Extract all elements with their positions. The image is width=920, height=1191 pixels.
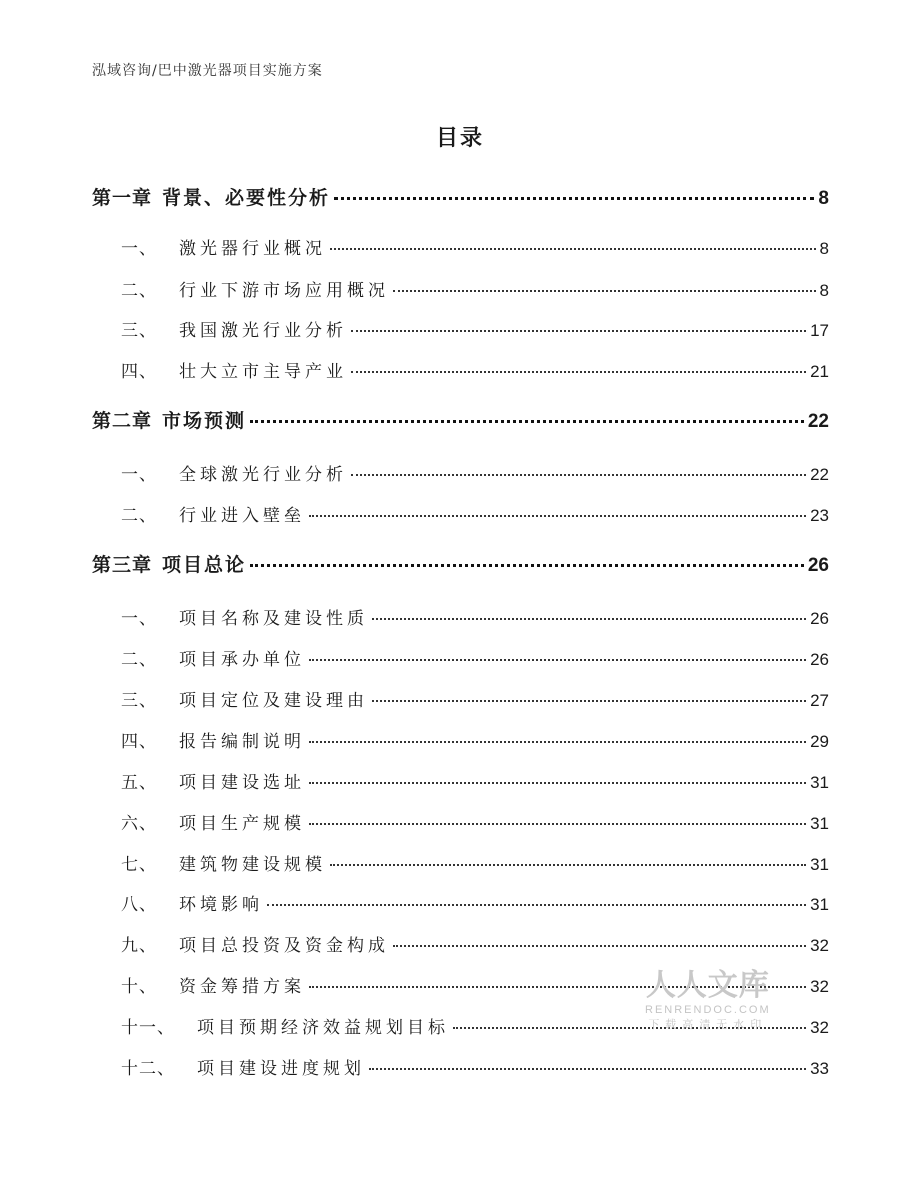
toc-dot-leader	[330, 864, 806, 866]
toc-section-entry[interactable]	[92, 727, 829, 752]
toc-dot-leader	[267, 904, 806, 906]
toc-entry-number: 六、	[121, 814, 157, 834]
toc-section-entry[interactable]	[92, 890, 829, 915]
toc-chapter-entry[interactable]	[92, 550, 829, 577]
toc-entry-number: 第一章	[92, 187, 153, 209]
toc-section-entry[interactable]	[92, 1054, 829, 1079]
toc-entry-label: 项目总论	[162, 554, 247, 576]
toc-section-entry[interactable]	[92, 234, 829, 259]
toc-entry-label: 背景、必要性分析	[162, 187, 331, 209]
toc-entry-number: 第二章	[92, 410, 153, 432]
toc-dot-leader	[351, 371, 806, 373]
toc-entry-label: 项目定位及建设理由	[179, 691, 368, 711]
toc-entry-label: 行业进入壁垒	[179, 506, 305, 526]
toc-chapter-entry[interactable]	[92, 406, 829, 433]
toc-entry-label: 激光器行业概况	[179, 239, 326, 259]
toc-entry-number: 七、	[121, 855, 157, 875]
toc-dot-leader	[309, 515, 806, 517]
toc-dot-leader	[369, 1068, 806, 1070]
toc-entry-number: 十二、	[121, 1059, 175, 1079]
toc-page-number: 26	[810, 650, 829, 669]
toc-entry-label: 项目预期经济效益规划目标	[197, 1018, 449, 1038]
toc-page-number: 31	[810, 773, 829, 792]
toc-page-number: 31	[810, 855, 829, 874]
toc-dot-leader	[309, 741, 806, 743]
toc-entry-label: 我国激光行业分析	[179, 321, 347, 341]
toc-entry-label: 报告编制说明	[179, 732, 305, 752]
toc-entry-number: 五、	[121, 773, 157, 793]
watermark-subtitle: 下载高清无水印	[648, 1018, 768, 1031]
toc-entry-number: 二、	[121, 281, 157, 301]
toc-page-number: 31	[810, 895, 829, 914]
toc-dot-leader	[334, 197, 814, 200]
toc-entry-number: 二、	[121, 506, 157, 526]
toc-page-number: 26	[810, 609, 829, 628]
toc-dot-leader	[351, 330, 806, 332]
toc-page-number: 33	[810, 1059, 829, 1078]
toc-entry-label: 项目建设进度规划	[197, 1059, 365, 1079]
toc-page-number: 29	[810, 732, 829, 751]
document-header: 泓域咨询/巴中激光器项目实施方案	[92, 63, 323, 79]
toc-entry-label: 行业下游市场应用概况	[179, 281, 389, 301]
toc-section-entry[interactable]	[92, 357, 829, 382]
toc-page-number: 27	[810, 691, 829, 710]
toc-title: 目录	[435, 126, 484, 151]
toc-dot-leader	[372, 618, 806, 620]
toc-section-entry[interactable]	[92, 604, 829, 629]
watermark-title: 人人文库	[645, 968, 770, 1003]
toc-chapter-entry[interactable]	[92, 183, 829, 210]
toc-entry-number: 十一、	[121, 1018, 175, 1038]
toc-entry-label: 建筑物建设规模	[179, 855, 326, 875]
toc-page-number: 31	[810, 814, 829, 833]
toc-page-number: 8	[819, 239, 829, 258]
toc-dot-leader	[393, 945, 806, 947]
toc-page-number: 17	[810, 321, 829, 340]
toc-entry-number: 二、	[121, 650, 157, 670]
toc-page-number: 32	[810, 936, 829, 955]
watermark-domain: RENRENDOC.COM	[645, 1004, 771, 1016]
watermark	[645, 960, 771, 1032]
toc-entry-label: 壮大立市主导产业	[179, 362, 347, 382]
toc-entry-number: 十、	[121, 977, 157, 997]
toc-dot-leader	[372, 700, 806, 702]
toc-page-number: 22	[807, 411, 829, 432]
toc-section-entry[interactable]	[92, 768, 829, 793]
toc-section-entry[interactable]	[92, 316, 829, 341]
toc-entry-label: 项目建设选址	[179, 773, 305, 793]
toc-section-entry[interactable]	[92, 931, 829, 956]
toc-page-number: 8	[819, 281, 829, 300]
toc-page-number: 26	[807, 555, 829, 576]
toc-dot-leader	[330, 248, 816, 250]
toc-entry-number: 第三章	[92, 554, 153, 576]
toc-entry-number: 三、	[121, 691, 157, 711]
toc-section-entry[interactable]	[92, 645, 829, 670]
toc-entry-label: 项目生产规模	[179, 814, 305, 834]
toc-entry-number: 一、	[121, 609, 157, 629]
toc-page-number: 32	[810, 977, 829, 996]
toc-entry-label: 市场预测	[162, 410, 247, 432]
toc-section-entry[interactable]	[92, 276, 829, 301]
toc-entry-number: 八、	[121, 895, 157, 915]
toc-section-entry[interactable]	[92, 809, 829, 834]
toc-section-entry[interactable]	[92, 501, 829, 526]
toc-page-number: 32	[810, 1018, 829, 1037]
toc-entry-label: 项目总投资及资金构成	[179, 936, 389, 956]
toc-section-entry[interactable]	[92, 850, 829, 875]
toc-dot-leader	[250, 564, 804, 567]
toc-page-number: 8	[818, 188, 829, 209]
toc-entry-label: 项目承办单位	[179, 650, 305, 670]
toc-page-number: 21	[810, 362, 829, 381]
toc-section-entry[interactable]	[92, 460, 829, 485]
toc-entry-number: 三、	[121, 321, 157, 341]
toc-page-number: 23	[810, 506, 829, 525]
toc-section-entry[interactable]	[92, 686, 829, 711]
toc-dot-leader	[250, 420, 804, 423]
toc-dot-leader	[393, 290, 816, 292]
toc-entry-number: 一、	[121, 465, 157, 485]
toc-dot-leader	[309, 659, 806, 661]
toc-entry-number: 九、	[121, 936, 157, 956]
toc-entry-number: 四、	[121, 732, 157, 752]
toc-dot-leader	[309, 823, 806, 825]
toc-entry-label: 环境影响	[179, 895, 263, 915]
toc-entry-label: 项目名称及建设性质	[179, 609, 368, 629]
toc-entry-label: 资金筹措方案	[179, 977, 305, 997]
toc-dot-leader	[309, 782, 806, 784]
toc-page-number: 22	[810, 465, 829, 484]
toc-entry-label: 全球激光行业分析	[179, 465, 347, 485]
toc-dot-leader	[351, 474, 806, 476]
toc-entry-number: 一、	[121, 239, 157, 259]
toc-entry-number: 四、	[121, 362, 157, 382]
